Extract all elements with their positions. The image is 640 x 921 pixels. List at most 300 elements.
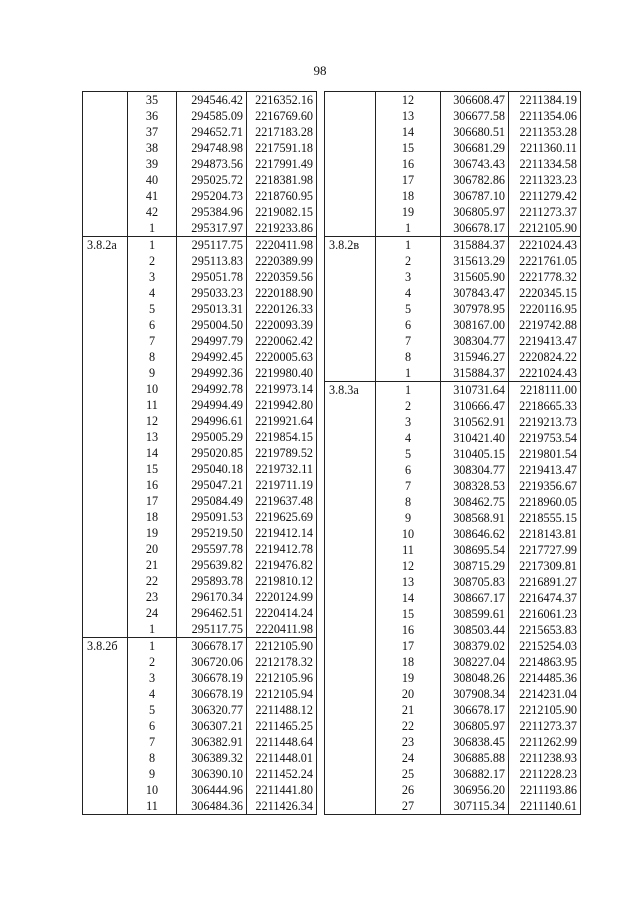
x-coordinate-cell: 295004.50 — [177, 317, 247, 333]
y-coordinate-cell: 2219810.12 — [247, 573, 317, 589]
point-number-cell: 21 — [376, 702, 441, 718]
point-number-cell: 18 — [128, 509, 177, 525]
y-coordinate-cell: 2220411.98 — [247, 237, 317, 254]
x-coordinate-cell: 306444.96 — [177, 782, 247, 798]
table-row — [325, 349, 581, 365]
x-coordinate-cell: 295040.18 — [177, 461, 247, 477]
y-coordinate-cell: 2212105.90 — [509, 702, 581, 718]
point-number-cell: 22 — [128, 573, 177, 589]
x-coordinate-cell: 296462.51 — [177, 605, 247, 621]
section-cell — [325, 638, 376, 654]
table-row — [83, 589, 317, 605]
table-row — [83, 220, 317, 237]
section-cell — [325, 558, 376, 574]
section-cell — [325, 220, 376, 237]
point-number-cell: 12 — [376, 558, 441, 574]
y-coordinate-cell: 2221024.43 — [509, 365, 581, 382]
table-row — [83, 557, 317, 573]
point-number-cell: 8 — [376, 494, 441, 510]
section-cell: 3.8.2в — [325, 237, 376, 254]
y-coordinate-cell: 2211360.11 — [509, 140, 581, 156]
section-cell — [325, 462, 376, 478]
section-cell — [325, 156, 376, 172]
x-coordinate-cell: 295047.21 — [177, 477, 247, 493]
table-row — [83, 333, 317, 349]
point-number-cell: 1 — [376, 220, 441, 237]
section-cell — [83, 317, 128, 333]
table-row — [83, 301, 317, 317]
x-coordinate-cell: 295091.53 — [177, 509, 247, 525]
y-coordinate-cell: 2220389.99 — [247, 253, 317, 269]
point-number-cell: 17 — [128, 493, 177, 509]
point-number-cell: 21 — [128, 557, 177, 573]
section-cell — [325, 140, 376, 156]
y-coordinate-cell: 2219082.15 — [247, 204, 317, 220]
table-row — [325, 462, 581, 478]
y-coordinate-cell: 2219980.40 — [247, 365, 317, 381]
x-coordinate-cell: 308715.29 — [441, 558, 509, 574]
y-coordinate-cell: 2219356.67 — [509, 478, 581, 494]
point-number-cell: 24 — [128, 605, 177, 621]
section-cell — [325, 285, 376, 301]
point-number-cell: 9 — [376, 510, 441, 526]
y-coordinate-cell: 2212105.90 — [247, 638, 317, 655]
table-row — [325, 622, 581, 638]
point-number-cell: 7 — [376, 333, 441, 349]
x-coordinate-cell: 295117.75 — [177, 621, 247, 638]
x-coordinate-cell: 306838.45 — [441, 734, 509, 750]
x-coordinate-cell: 306382.91 — [177, 734, 247, 750]
point-number-cell: 5 — [376, 446, 441, 462]
x-coordinate-cell: 306681.29 — [441, 140, 509, 156]
table-row — [83, 493, 317, 509]
table-row — [83, 429, 317, 445]
x-coordinate-cell: 294546.42 — [177, 92, 247, 109]
point-number-cell: 4 — [128, 285, 177, 301]
point-number-cell: 8 — [128, 750, 177, 766]
section-cell — [325, 702, 376, 718]
table-row — [83, 172, 317, 188]
table-row — [83, 525, 317, 541]
section-cell: 3.8.3а — [325, 382, 376, 399]
section-cell — [83, 782, 128, 798]
x-coordinate-cell: 306608.47 — [441, 92, 509, 109]
point-number-cell: 8 — [376, 349, 441, 365]
x-coordinate-cell: 308304.77 — [441, 333, 509, 349]
section-cell — [83, 477, 128, 493]
point-number-cell: 20 — [376, 686, 441, 702]
table-row — [83, 124, 317, 140]
table-row — [325, 526, 581, 542]
y-coordinate-cell: 2219742.88 — [509, 317, 581, 333]
x-coordinate-cell: 308667.17 — [441, 590, 509, 606]
y-coordinate-cell: 2219801.54 — [509, 446, 581, 462]
point-number-cell: 27 — [376, 798, 441, 815]
y-coordinate-cell: 2220345.15 — [509, 285, 581, 301]
section-cell — [83, 333, 128, 349]
x-coordinate-cell: 308705.83 — [441, 574, 509, 590]
table-row — [325, 269, 581, 285]
point-number-cell: 6 — [376, 462, 441, 478]
y-coordinate-cell: 2219732.11 — [247, 461, 317, 477]
x-coordinate-cell: 308227.04 — [441, 654, 509, 670]
section-cell — [325, 188, 376, 204]
section-cell — [83, 429, 128, 445]
point-number-cell: 11 — [128, 397, 177, 413]
table-row — [325, 156, 581, 172]
section-cell — [83, 589, 128, 605]
section-cell — [83, 397, 128, 413]
y-coordinate-cell: 2216891.27 — [509, 574, 581, 590]
y-coordinate-cell: 2220124.99 — [247, 589, 317, 605]
y-coordinate-cell: 2212105.90 — [509, 220, 581, 237]
y-coordinate-cell: 2211334.58 — [509, 156, 581, 172]
section-cell — [83, 734, 128, 750]
y-coordinate-cell: 2211193.86 — [509, 782, 581, 798]
x-coordinate-cell: 308048.26 — [441, 670, 509, 686]
y-coordinate-cell: 2212178.32 — [247, 654, 317, 670]
y-coordinate-cell: 2219233.86 — [247, 220, 317, 237]
y-coordinate-cell: 2211384.19 — [509, 92, 581, 109]
section-cell: 3.8.2б — [83, 638, 128, 655]
point-number-cell: 39 — [128, 156, 177, 172]
point-number-cell: 3 — [128, 670, 177, 686]
y-coordinate-cell: 2220116.95 — [509, 301, 581, 317]
y-coordinate-cell: 2214863.95 — [509, 654, 581, 670]
x-coordinate-cell: 306720.06 — [177, 654, 247, 670]
table-row — [83, 365, 317, 381]
table-row — [325, 398, 581, 414]
point-number-cell: 13 — [128, 429, 177, 445]
table-row — [325, 606, 581, 622]
x-coordinate-cell: 306787.10 — [441, 188, 509, 204]
table-row — [83, 92, 317, 109]
table-row — [325, 285, 581, 301]
point-number-cell: 3 — [376, 269, 441, 285]
point-number-cell: 35 — [128, 92, 177, 109]
section-cell — [83, 525, 128, 541]
section-cell — [325, 269, 376, 285]
table-row — [325, 766, 581, 782]
point-number-cell: 22 — [376, 718, 441, 734]
point-number-cell: 6 — [128, 718, 177, 734]
y-coordinate-cell: 2219625.69 — [247, 509, 317, 525]
point-number-cell: 40 — [128, 172, 177, 188]
table-row — [83, 140, 317, 156]
x-coordinate-cell: 308599.61 — [441, 606, 509, 622]
table-row — [325, 670, 581, 686]
point-number-cell: 6 — [376, 317, 441, 333]
y-coordinate-cell: 2221778.32 — [509, 269, 581, 285]
section-cell — [325, 478, 376, 494]
x-coordinate-cell: 295317.97 — [177, 220, 247, 237]
x-coordinate-cell: 307978.95 — [441, 301, 509, 317]
point-number-cell: 14 — [376, 124, 441, 140]
y-coordinate-cell: 2211140.61 — [509, 798, 581, 815]
x-coordinate-cell: 308695.54 — [441, 542, 509, 558]
section-cell — [83, 381, 128, 397]
table-row — [325, 782, 581, 798]
y-coordinate-cell: 2211452.24 — [247, 766, 317, 782]
right-coordinate-table — [324, 91, 581, 815]
x-coordinate-cell: 306805.97 — [441, 718, 509, 734]
y-coordinate-cell: 2211465.25 — [247, 718, 317, 734]
x-coordinate-cell: 295005.29 — [177, 429, 247, 445]
y-coordinate-cell: 2219711.19 — [247, 477, 317, 493]
x-coordinate-cell: 294997.79 — [177, 333, 247, 349]
table-row — [325, 204, 581, 220]
table-row — [325, 333, 581, 349]
y-coordinate-cell: 2220188.90 — [247, 285, 317, 301]
y-coordinate-cell: 2219412.78 — [247, 541, 317, 557]
x-coordinate-cell: 294652.71 — [177, 124, 247, 140]
table-row — [325, 702, 581, 718]
point-number-cell: 17 — [376, 638, 441, 654]
y-coordinate-cell: 2219412.14 — [247, 525, 317, 541]
x-coordinate-cell: 295597.78 — [177, 541, 247, 557]
table-row — [83, 269, 317, 285]
y-coordinate-cell: 2212105.96 — [247, 670, 317, 686]
table-row — [325, 750, 581, 766]
table-row — [325, 172, 581, 188]
section-cell — [83, 461, 128, 477]
section-cell — [83, 621, 128, 638]
x-coordinate-cell: 307843.47 — [441, 285, 509, 301]
x-coordinate-cell: 306484.36 — [177, 798, 247, 815]
section-cell — [325, 446, 376, 462]
x-coordinate-cell: 308328.53 — [441, 478, 509, 494]
section-cell — [83, 140, 128, 156]
point-number-cell: 20 — [128, 541, 177, 557]
point-number-cell: 1 — [376, 365, 441, 382]
point-number-cell: 9 — [128, 365, 177, 381]
section-cell — [325, 349, 376, 365]
point-number-cell: 19 — [376, 204, 441, 220]
point-number-cell: 15 — [376, 140, 441, 156]
y-coordinate-cell: 2218960.05 — [509, 494, 581, 510]
point-number-cell: 8 — [128, 349, 177, 365]
table-row — [325, 253, 581, 269]
x-coordinate-cell: 315946.27 — [441, 349, 509, 365]
y-coordinate-cell: 2220411.98 — [247, 621, 317, 638]
y-coordinate-cell: 2211238.93 — [509, 750, 581, 766]
section-cell — [325, 526, 376, 542]
table-row — [83, 204, 317, 220]
y-coordinate-cell: 2219942.80 — [247, 397, 317, 413]
section-cell — [83, 413, 128, 429]
x-coordinate-cell: 306680.51 — [441, 124, 509, 140]
x-coordinate-cell: 310666.47 — [441, 398, 509, 414]
y-coordinate-cell: 2215254.03 — [509, 638, 581, 654]
x-coordinate-cell: 315884.37 — [441, 237, 509, 254]
x-coordinate-cell: 294873.56 — [177, 156, 247, 172]
y-coordinate-cell: 2216352.16 — [247, 92, 317, 109]
section-cell — [83, 92, 128, 109]
y-coordinate-cell: 2221761.05 — [509, 253, 581, 269]
section-cell — [83, 269, 128, 285]
point-number-cell: 19 — [128, 525, 177, 541]
table-row — [83, 413, 317, 429]
table-row — [83, 237, 317, 254]
point-number-cell: 12 — [376, 92, 441, 109]
section-cell — [325, 766, 376, 782]
y-coordinate-cell: 2218555.15 — [509, 510, 581, 526]
y-coordinate-cell: 2212105.94 — [247, 686, 317, 702]
table-row — [83, 573, 317, 589]
point-number-cell: 25 — [376, 766, 441, 782]
section-cell — [325, 333, 376, 349]
y-coordinate-cell: 2219854.15 — [247, 429, 317, 445]
x-coordinate-cell: 306743.43 — [441, 156, 509, 172]
table-row — [83, 108, 317, 124]
table-row — [325, 446, 581, 462]
x-coordinate-cell: 295084.49 — [177, 493, 247, 509]
y-coordinate-cell: 2211279.42 — [509, 188, 581, 204]
x-coordinate-cell: 295051.78 — [177, 269, 247, 285]
y-coordinate-cell: 2211273.37 — [509, 718, 581, 734]
section-cell — [325, 124, 376, 140]
point-number-cell: 11 — [376, 542, 441, 558]
table-row — [83, 782, 317, 798]
section-cell — [83, 750, 128, 766]
point-number-cell: 16 — [376, 622, 441, 638]
y-coordinate-cell: 2215653.83 — [509, 622, 581, 638]
table-row — [325, 574, 581, 590]
y-coordinate-cell: 2219413.47 — [509, 462, 581, 478]
point-number-cell: 38 — [128, 140, 177, 156]
y-coordinate-cell: 2211488.12 — [247, 702, 317, 718]
x-coordinate-cell: 306389.32 — [177, 750, 247, 766]
x-coordinate-cell: 306678.17 — [441, 702, 509, 718]
section-cell — [83, 156, 128, 172]
table-row — [83, 509, 317, 525]
point-number-cell: 5 — [128, 702, 177, 718]
point-number-cell: 23 — [376, 734, 441, 750]
x-coordinate-cell: 295117.75 — [177, 237, 247, 254]
table-row — [325, 478, 581, 494]
section-cell — [83, 349, 128, 365]
y-coordinate-cell: 2221024.43 — [509, 237, 581, 254]
point-number-cell: 1 — [376, 237, 441, 254]
left-coordinate-table — [82, 91, 317, 815]
x-coordinate-cell: 307908.34 — [441, 686, 509, 702]
section-cell — [83, 301, 128, 317]
table-row — [83, 477, 317, 493]
table-row — [83, 766, 317, 782]
y-coordinate-cell: 2220359.56 — [247, 269, 317, 285]
x-coordinate-cell: 310405.15 — [441, 446, 509, 462]
point-number-cell: 23 — [128, 589, 177, 605]
section-cell — [325, 750, 376, 766]
point-number-cell: 7 — [128, 333, 177, 349]
y-coordinate-cell: 2211228.23 — [509, 766, 581, 782]
table-row — [325, 365, 581, 382]
x-coordinate-cell: 306678.19 — [177, 670, 247, 686]
y-coordinate-cell: 2219753.54 — [509, 430, 581, 446]
table-row — [325, 188, 581, 204]
y-coordinate-cell: 2216474.37 — [509, 590, 581, 606]
section-cell — [83, 798, 128, 815]
table-row — [83, 541, 317, 557]
x-coordinate-cell: 306678.19 — [177, 686, 247, 702]
x-coordinate-cell: 295219.50 — [177, 525, 247, 541]
y-coordinate-cell: 2219213.73 — [509, 414, 581, 430]
section-cell — [325, 654, 376, 670]
table-row — [83, 317, 317, 333]
x-coordinate-cell: 306678.17 — [441, 220, 509, 237]
point-number-cell: 9 — [128, 766, 177, 782]
y-coordinate-cell: 2211262.99 — [509, 734, 581, 750]
section-cell — [325, 204, 376, 220]
section-cell — [83, 702, 128, 718]
x-coordinate-cell: 315884.37 — [441, 365, 509, 382]
y-coordinate-cell: 2217183.28 — [247, 124, 317, 140]
x-coordinate-cell: 306390.10 — [177, 766, 247, 782]
point-number-cell: 16 — [128, 477, 177, 493]
x-coordinate-cell: 306678.17 — [177, 638, 247, 655]
x-coordinate-cell: 295113.83 — [177, 253, 247, 269]
y-coordinate-cell: 2220062.42 — [247, 333, 317, 349]
table-row — [83, 638, 317, 655]
point-number-cell: 5 — [128, 301, 177, 317]
point-number-cell: 41 — [128, 188, 177, 204]
point-number-cell: 17 — [376, 172, 441, 188]
table-row — [83, 621, 317, 638]
x-coordinate-cell: 296170.34 — [177, 589, 247, 605]
section-cell — [325, 574, 376, 590]
x-coordinate-cell: 295893.78 — [177, 573, 247, 589]
x-coordinate-cell: 306805.97 — [441, 204, 509, 220]
table-row — [83, 702, 317, 718]
x-coordinate-cell: 306307.21 — [177, 718, 247, 734]
section-cell — [325, 606, 376, 622]
point-number-cell: 7 — [376, 478, 441, 494]
x-coordinate-cell: 315605.90 — [441, 269, 509, 285]
coordinate-tables — [82, 91, 581, 815]
x-coordinate-cell: 308646.62 — [441, 526, 509, 542]
section-cell — [325, 398, 376, 414]
x-coordinate-cell: 294748.98 — [177, 140, 247, 156]
point-number-cell: 19 — [376, 670, 441, 686]
table-row — [325, 590, 581, 606]
table-row — [325, 734, 581, 750]
x-coordinate-cell: 310562.91 — [441, 414, 509, 430]
table-row — [83, 397, 317, 413]
section-cell — [325, 430, 376, 446]
section-cell — [83, 654, 128, 670]
section-cell — [325, 494, 376, 510]
table-row — [83, 156, 317, 172]
y-coordinate-cell: 2220005.63 — [247, 349, 317, 365]
section-cell — [325, 317, 376, 333]
x-coordinate-cell: 308304.77 — [441, 462, 509, 478]
point-number-cell: 12 — [128, 413, 177, 429]
section-cell — [83, 718, 128, 734]
y-coordinate-cell: 2211426.34 — [247, 798, 317, 815]
y-coordinate-cell: 2219637.48 — [247, 493, 317, 509]
point-number-cell: 1 — [128, 621, 177, 638]
point-number-cell: 14 — [376, 590, 441, 606]
x-coordinate-cell: 308462.75 — [441, 494, 509, 510]
section-cell — [83, 445, 128, 461]
section-cell — [83, 124, 128, 140]
section-cell — [83, 108, 128, 124]
section-cell — [83, 509, 128, 525]
table-row — [83, 654, 317, 670]
table-row — [325, 220, 581, 237]
point-number-cell: 5 — [376, 301, 441, 317]
y-coordinate-cell: 2211448.64 — [247, 734, 317, 750]
